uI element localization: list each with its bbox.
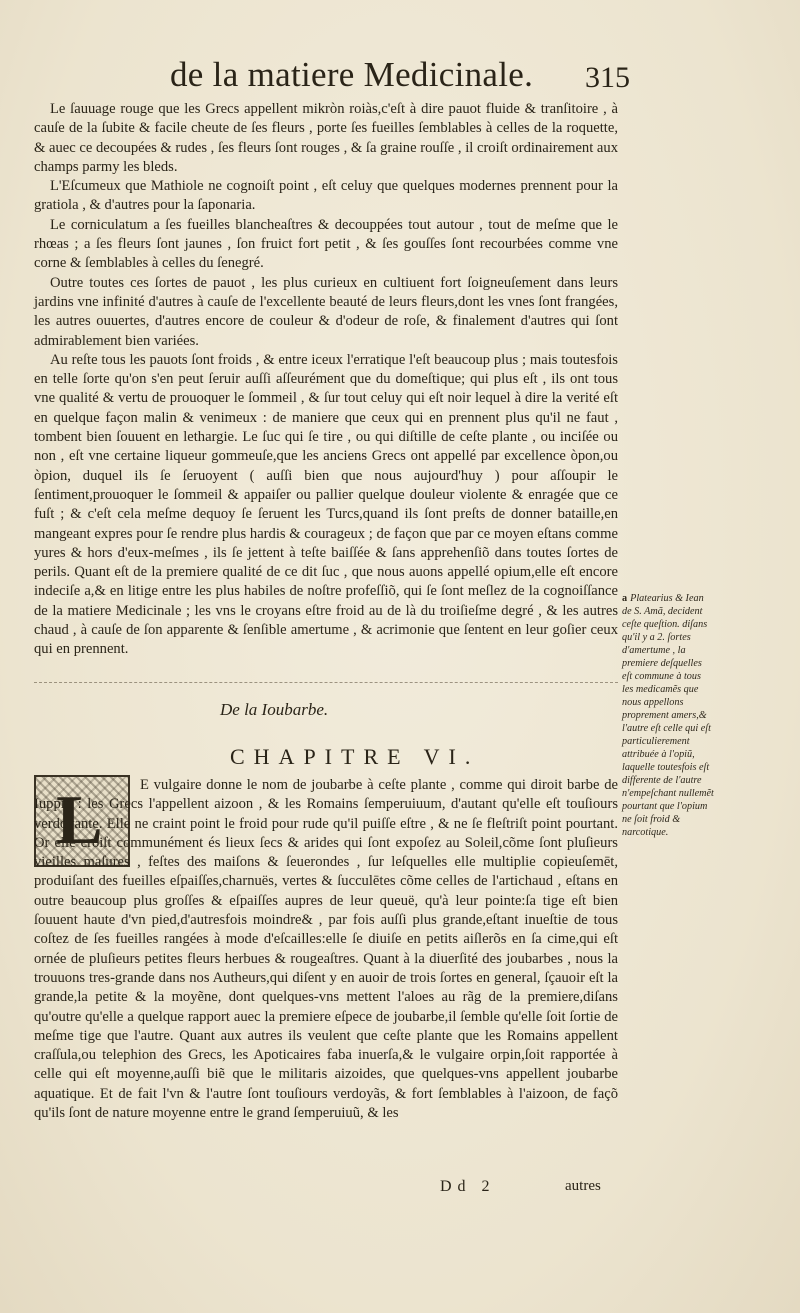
chapter-title: CHAPITRE VI. [230, 744, 480, 769]
note-text: Platearius & Iean de S. Amã, decident ceſte queſtion. diſans qu'il y a 2. ſortes d'amertume , la premiere deſquelles eſt commune à tous les medicamẽs que nous appellons proprement amers,& l'autre eſt celle qui eſt particulierement attribuée à l'opiũ, laquelle toutesfois eſt differente de l'autre n'empeſchant nullemẽt pourtant que l'opium ne ſoit froid & narcotique. [622, 593, 714, 838]
paragraph: Le corniculatum a ſes fueilles blancheaſtres & decouppées tout autour , tout de meſme que le rhœas ; a ſes fleurs ſont jaunes , ſon fruict fort petit , & ſes gouſſes ſont recourbées comme vne corne & ſemblables à celles du ſenegré. [34, 216, 618, 272]
body-text-chapter [34, 776, 618, 1176]
margin-note [622, 592, 714, 839]
section-title: De la Ioubarbe. [220, 700, 329, 719]
page-number: 315 [585, 61, 630, 94]
signature-mark: Dd 2 [440, 1178, 496, 1195]
paragraph: Outre toutes ces ſortes de pauot , les plus curieux en cultiuent fort ſoigneuſement dans leurs jardins vne infinité d'autres à cauſe de l'excellente beauté de leurs fleurs,dont les vnes ſont frangées, les autres ouuertes, d'autres encore de couleur & d'odeur de roſe, & finalement d'autres qui ſont admirablement bien variées. [34, 274, 618, 349]
body-text-top [34, 100, 618, 660]
catchword: autres [565, 1178, 601, 1194]
paragraph: Au reſte tous les pauots ſont froids , & entre iceux l'erratique l'eſt beaucoup plus ; mais toutesfois en telle ſorte qu'on s'en peut ſeruir auſſi aſſeurément que du domeſtique; qui plus eſt , ils ont tous vne qualité & vertu de prouoquer le ſommeil , & ſur tout celuy qui eſt noir lequel à dire la verité eſt en quelque façon malin & venimeux : de maniere que ceux qui en prennent plus qu'il ne faut , tombent bien ſouuent en lethargie. Le ſuc qui ſe tire , ou qui diſtille de ceſte plante , ou inciſée ou non , eſt vne certaine liqueur gommeuſe,que les anciens Grecs ont appellé par excellence òpon,ou òpion, duquel ils ſe ſeruoyent ( auſſi bien que nous aujourd'huy ) pour aſſoupir le ſentiment,prouoquer le ſommeil & appaiſer ou pallier quelque douleur violente & enragée que ce fuſt ; & c'eſt cela meſme dequoy ſe ſeruent les Turcs,quand ils ſont preſts de donner bataille,en mangeant expres pour ſe rendre plus hardis & courageux ; de façon que par ce moyen eſtans comme yures & hors d'eux-meſmes , ils ſe jettent à teſte baiſſée & ſans apprehenſiõ dans toutes ſortes de perils. Quant eſt de la premiere qualité de ce dit ſuc , que nous auons appellé opium,elle eſt encore indeciſe a,& en litige entre les plus habiles de noſtre profeſſiõ, qui ſe ſont meſlez de la cognoiſſance de la matiere Medicinale ; les vns le croyans eſtre froid au de là du troiſieſme degré , & les autres chaud , à cauſe de ſon apparente & ſenſible amertume , & acrimonie que ſentent en leur goſier ceux qui en prennent. [34, 351, 618, 658]
initial-letter: L [56, 782, 103, 859]
page-header [160, 55, 630, 105]
note-marker: a [622, 593, 628, 604]
paragraph: L'Eſcumeux que Mathiole ne cognoiſt point , eſt celuy que quelques modernes prennent pour la gratiola , & d'autres pour la ſaponaria. [34, 178, 618, 214]
chapter-paragraph: E vulgaire donne le nom de joubarbe à ceſte plante , comme qui diroit barbe de Iuppin : les Grecs l'appellent aizoon , & les Romains ſemperuiuum, d'autant qu'elle eſt touſiours verdoyante. Elle ne craint point le froid pour rude qu'il puiſſe eſtre , & ne ſe fleſtriſt point pourtant. Or elle croiſt communément és lieux ſecs & arides qui ſont expoſez au Soleil,cõme ſont pluſieurs vieilles maſures , feſtes des maiſons & ſeuerondes , ſur leſquelles elle multiplie copieuſemēt, produiſant des fueilles eſpaiſſes,charnuës, vertes & ſucculētes cõme celles de l'artichaud , eſtans en outre beaucoup plus groſſes & eſpaiſſes aupres de leur queuë, qu'à leur pointe:ſa tige eſt bien ſouuent haute d'vn pied,d'autresfois moindre& , par fois auſſi plus grande,eſtant inueſtie de tous coſtez de ſes fueilles rangées à mode d'eſcailles:elle ſe diuiſe en petits aiſlerõs en ſa cime,qui eſt ornée de pluſieurs petites fleurs herbues & rougeaſtres. Quant à la diuerſité des joubarbes , nous la trouuons tres-grande dans nos Autheurs,qui diſent y en auoir de trois ſortes en general, ſçauoir eſt la grande,la petite & la moyẽne, dont quelques-vns mettent l'aloes au rãg de la premiere,diſans qu'outre qu'elle a quelque rapport auec la premiere eſpece de joubarbe,il ſemble qu'elle ſoit ſortie de meſme tige que l'autre. Quant aux autres ils veulent que ceſte plante que les Romains appellent craſſula,ou telephion des Grecs, les Apoticaires faba inuerſa,& le vulgaire orpin,ſoit rapportée à celle qui eſt moyenne,auſſi biẽ que le militaris aizoides, que quelques-vns appellent joubarbe aquatique. Et de fait l'vn & l'autre ſont touſiours verdoyãs, & fort ſemblables à l'aizoon, de façõ qu'ils ſont de nature moyenne entre le grand ſemperuiuũ, & les [34, 777, 618, 1122]
section-divider [34, 682, 618, 683]
paragraph: Le ſauuage rouge que les Grecs appellent mikròn roiàs,c'eſt à dire pauot fluide & tranſitoire , à cauſe de la ſubite & facile cheute de ſes fleurs , porte ſes fueilles ſemblables à celles de la roquette, & auec ce decoupées & rudes , ſes fleurs ſont rouges , & ſa graine rouſſe , il croiſt ordinairement aux champs parmy les bleds. [34, 101, 618, 175]
running-title: de la matiere Medicinale. [170, 55, 534, 94]
